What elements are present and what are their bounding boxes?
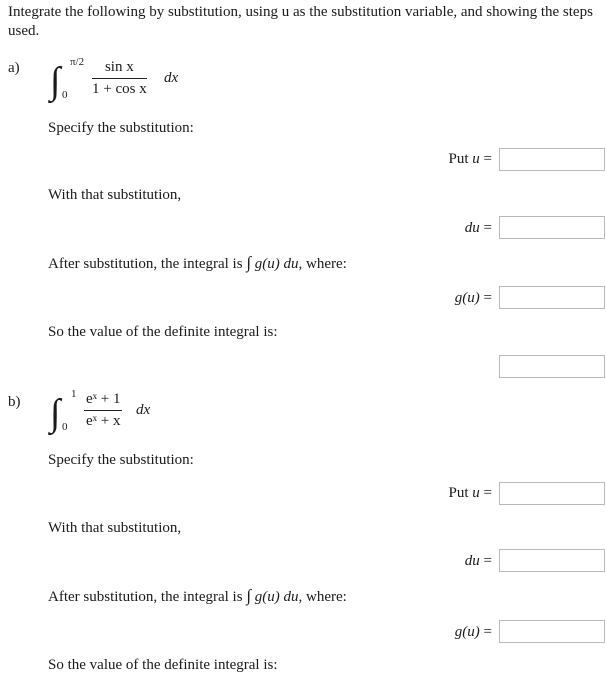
- integral-a: [48, 56, 208, 104]
- dx: dx: [136, 402, 151, 418]
- du-text: du: [464, 553, 480, 569]
- where-text: , where:: [298, 256, 347, 272]
- where-text: , where:: [298, 589, 347, 605]
- put-u-label-b: [372, 484, 492, 502]
- problem-b-label: b): [8, 394, 21, 410]
- with-that-label-a: With that substitution,: [48, 187, 182, 203]
- numerator: eˣ + 1: [84, 391, 122, 411]
- eq-sign: =: [483, 553, 492, 569]
- value-label-a: So the value of the definite integral is:: [48, 324, 278, 340]
- lower-limit: 0: [62, 89, 68, 101]
- upper-limit: 1: [71, 388, 77, 400]
- put-u-label-a: [372, 150, 492, 168]
- upper-limit: π/2: [70, 56, 85, 68]
- value-label-b: So the value of the definite integral is:: [48, 657, 278, 673]
- g-du-expr: g(u) du: [254, 589, 299, 605]
- after-text: After substitution, the integral is: [48, 589, 243, 605]
- denominator: 1 + cos x: [92, 81, 147, 97]
- denominator: eˣ + x: [86, 413, 121, 429]
- put-text: Put: [448, 485, 469, 501]
- put-text: Put: [448, 151, 469, 167]
- du-input-b[interactable]: [499, 549, 605, 572]
- eq-sign: =: [483, 220, 492, 236]
- after-label-b: [48, 587, 347, 606]
- du-label-a: [372, 219, 492, 237]
- g-input-b[interactable]: [499, 620, 605, 643]
- numerator: sin x: [92, 59, 147, 79]
- g-label-a: [372, 289, 492, 307]
- u-input-a[interactable]: [499, 148, 605, 171]
- instructions: Integrate the following by substitution, using u as the substitution variable, and showing the steps used.: [8, 4, 593, 39]
- eq-sign: =: [483, 151, 492, 167]
- eq-sign: =: [483, 290, 492, 306]
- specify-label-a: Specify the substitution:: [48, 120, 194, 136]
- eq-sign: =: [483, 485, 492, 501]
- u-input-b[interactable]: [499, 482, 605, 505]
- integral-sign-small: ∫: [246, 253, 251, 272]
- du-text: du: [464, 220, 480, 236]
- after-label-a: [48, 254, 347, 273]
- problem-a-label: a): [8, 60, 20, 76]
- g-u-text: g(u): [454, 624, 480, 640]
- u-var: u: [472, 485, 480, 501]
- integral-b: [48, 388, 208, 436]
- dx: dx: [164, 70, 179, 86]
- integral-sign: ∫: [50, 60, 61, 102]
- du-label-b: [372, 552, 492, 570]
- g-input-a[interactable]: [499, 286, 605, 309]
- integral-sign-small: ∫: [246, 586, 251, 605]
- g-label-b: [372, 623, 492, 641]
- g-du-expr: g(u) du: [254, 256, 299, 272]
- value-input-a[interactable]: [499, 355, 605, 378]
- u-var: u: [472, 151, 480, 167]
- g-u-text: g(u): [454, 290, 480, 306]
- lower-limit: 0: [62, 421, 68, 433]
- integral-sign: ∫: [50, 392, 61, 434]
- eq-sign: =: [483, 624, 492, 640]
- after-text: After substitution, the integral is: [48, 256, 243, 272]
- with-that-label-b: With that substitution,: [48, 520, 182, 536]
- specify-label-b: Specify the substitution:: [48, 452, 194, 468]
- du-input-a[interactable]: [499, 216, 605, 239]
